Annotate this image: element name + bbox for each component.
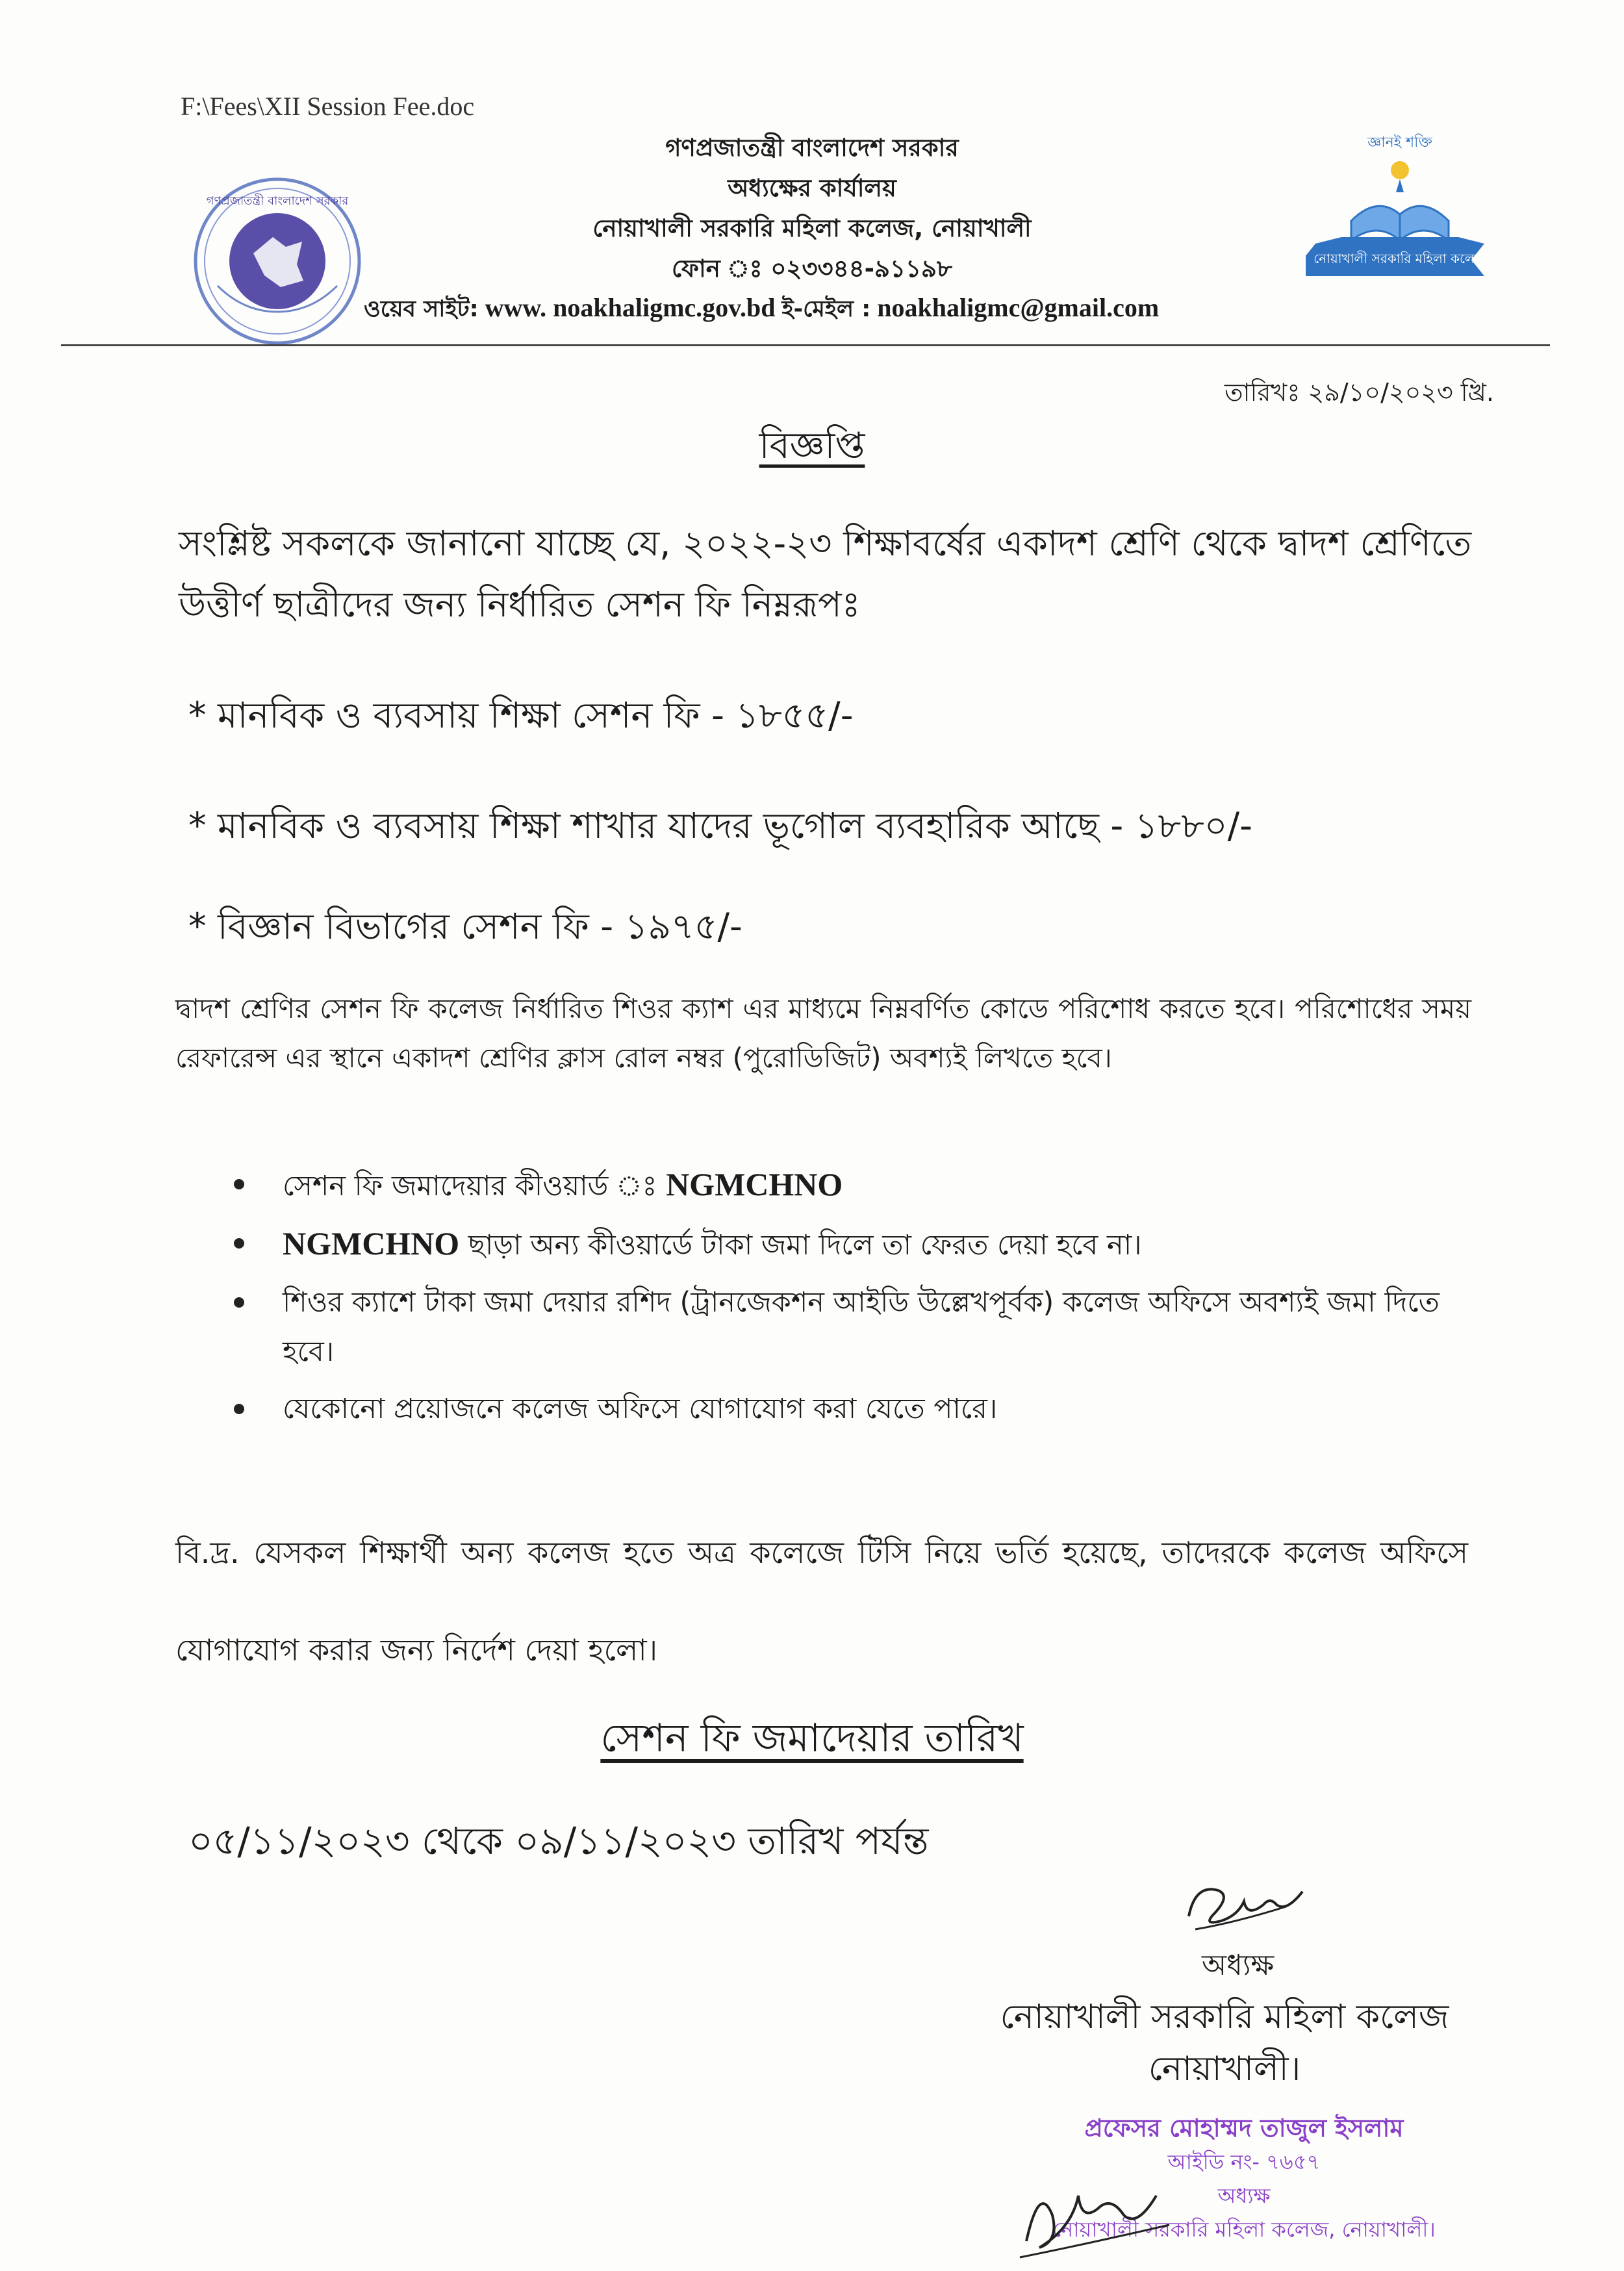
website-label: ওয়েব সাইট: [364, 296, 479, 322]
keyword: NGMCHNO [283, 1225, 460, 1262]
keyword: NGMCHNO [666, 1166, 843, 1202]
file-path: F:\Fees\XII Session Fee.doc [181, 92, 475, 121]
signature-city: নোয়াখালী। [1148, 2049, 1301, 2088]
bullet-icon [234, 1179, 244, 1189]
deposit-heading-text: সেশন ফি জমাদেয়ার তারিখ [600, 1716, 1024, 1761]
payment-rules-list [234, 1160, 1468, 1441]
header-office: অধ্যক্ষের কার্যালয় [728, 174, 896, 202]
bullet-icon [234, 1238, 244, 1249]
notice-title [0, 418, 1624, 479]
stamp-college: নোয়াখালী সরকারি মহিলা কলেজ, নোয়াখালী। [1052, 2217, 1436, 2242]
header-phone: ফোন ঃ ০২৩৩৪৪-৯১১৯৮ [671, 255, 952, 283]
seal-text: গণপ্রজাতন্ত্রী বাংলাদেশ সরকার [206, 194, 349, 208]
header-government: গণপ্রজাতন্ত্রী বাংলাদেশ সরকার [665, 134, 959, 162]
bullet-icon [234, 1297, 244, 1308]
payment-instructions: দ্বাদশ শ্রেণির সেশন ফি কলেজ নির্ধারিত শিওর ক্যাশ এর মাধ্যমে নিম্নবর্ণিত কোডে পরিশোধ করতে হবে। পরিশোধের সময় রেফারেন্স এর স্থানে একাদশ শ্রেণির ক্লাস রোল নম্বর (পুরোডিজিট) অবশ্যই লিখতে হবে। [175, 993, 1471, 1074]
email-link[interactable]: noakhaligmc@gmail.com [877, 293, 1160, 322]
college-logo-icon [1306, 123, 1494, 286]
fee-humanities-business: * মানবিক ও ব্যবসায় শিক্ষা সেশন ফি - ১৮৫৫/- [188, 694, 854, 736]
email-label: ই-মেইল : [781, 296, 871, 322]
principal-title: অধ্যক্ষ [1202, 1949, 1275, 1982]
stamp-title: অধ্যক্ষ [1217, 2183, 1271, 2208]
stamp-name: প্রফেসর মোহাম্মদ তাজুল ইসলাম [1084, 2114, 1404, 2142]
signature-college: নোয়াখালী সরকারি মহিলা কলেজ [1000, 1998, 1449, 2036]
logo-top-text: জ্ঞানই শক্তি [1367, 134, 1432, 151]
header-divider [61, 344, 1550, 346]
website-link[interactable]: www. noakhaligmc.gov.bd [485, 293, 776, 322]
bullet-icon [234, 1404, 244, 1414]
signature-block [942, 1991, 1507, 2095]
fee-science: * বিজ্ঞান বিভাগের সেশন ফি - ১৯৭৫/- [188, 906, 742, 947]
list-item: যেকোনো প্রয়োজনে কলেজ অফিসে যোগাযোগ করা যেতে পারে। [234, 1384, 1468, 1434]
principal-signature-icon [1176, 1871, 1312, 1942]
list-item: সেশন ফি জমাদেয়ার কীওয়ার্ড ঃ NGMCHNO [234, 1160, 1468, 1211]
note-paragraph: বি.দ্র. যেসকল শিক্ষার্থী অন্য কলেজ হতে অত্র কলেজে টিসি নিয়ে ভর্তি হয়েছে, তাদেরকে কলেজ অফিসে যোগাযোগ করার জন্য নির্দেশ দেয়া হলো। [175, 1535, 1468, 1668]
header-contact-line [364, 291, 1159, 329]
deposit-period: ০৫/১১/২০২৩ থেকে ০৯/১১/২০২৩ তারিখ পর্যন্ত [188, 1819, 929, 1863]
stamp-id: আইডি নং- ৭৬৫৭ [1167, 2150, 1321, 2174]
intro-paragraph: সংশ্লিষ্ট সকলকে জানানো যাচ্ছে যে, ২০২২-২৩ শিক্ষাবর্ষের একাদশ শ্রেণি থেকে দ্বাদশ শ্রেণিতে উত্তীর্ণ ছাত্রীদের জন্য নির্ধারিত সেশন ফি নিম্নরূপঃ [179, 523, 1471, 625]
stamp-signature-icon [1013, 2163, 1182, 2267]
notice-date: তারিখঃ ২৯/১০/২০২৩ খ্রি. [1224, 378, 1494, 407]
list-item: শিওর ক্যাশে টাকা জমা দেয়ার রশিদ (ট্রানজেকশন আইডি উল্লেখপূর্বক) কলেজ অফিসে অবশ্যই জমা দিতে হবে। [234, 1278, 1468, 1377]
header-college: নোয়াখালী সরকারি মহিলা কলেজ, নোয়াখালী [592, 214, 1032, 242]
logo-banner-text: নোয়াখালী সরকারি মহিলা কলেজ [1313, 251, 1486, 266]
notice-title-text: বিজ্ঞপ্তি [759, 425, 865, 467]
deposit-heading [0, 1708, 1624, 1773]
list-item: NGMCHNO ছাড়া অন্য কীওয়ার্ডে টাকা জমা দিলে তা ফেরত দেয়া হবে না। [234, 1219, 1468, 1270]
fee-geography-practical: * মানবিক ও ব্যবসায় শিক্ষা শাখার যাদের ভূগোল ব্যবহারিক আছে - ১৮৮০/- [188, 805, 1252, 846]
